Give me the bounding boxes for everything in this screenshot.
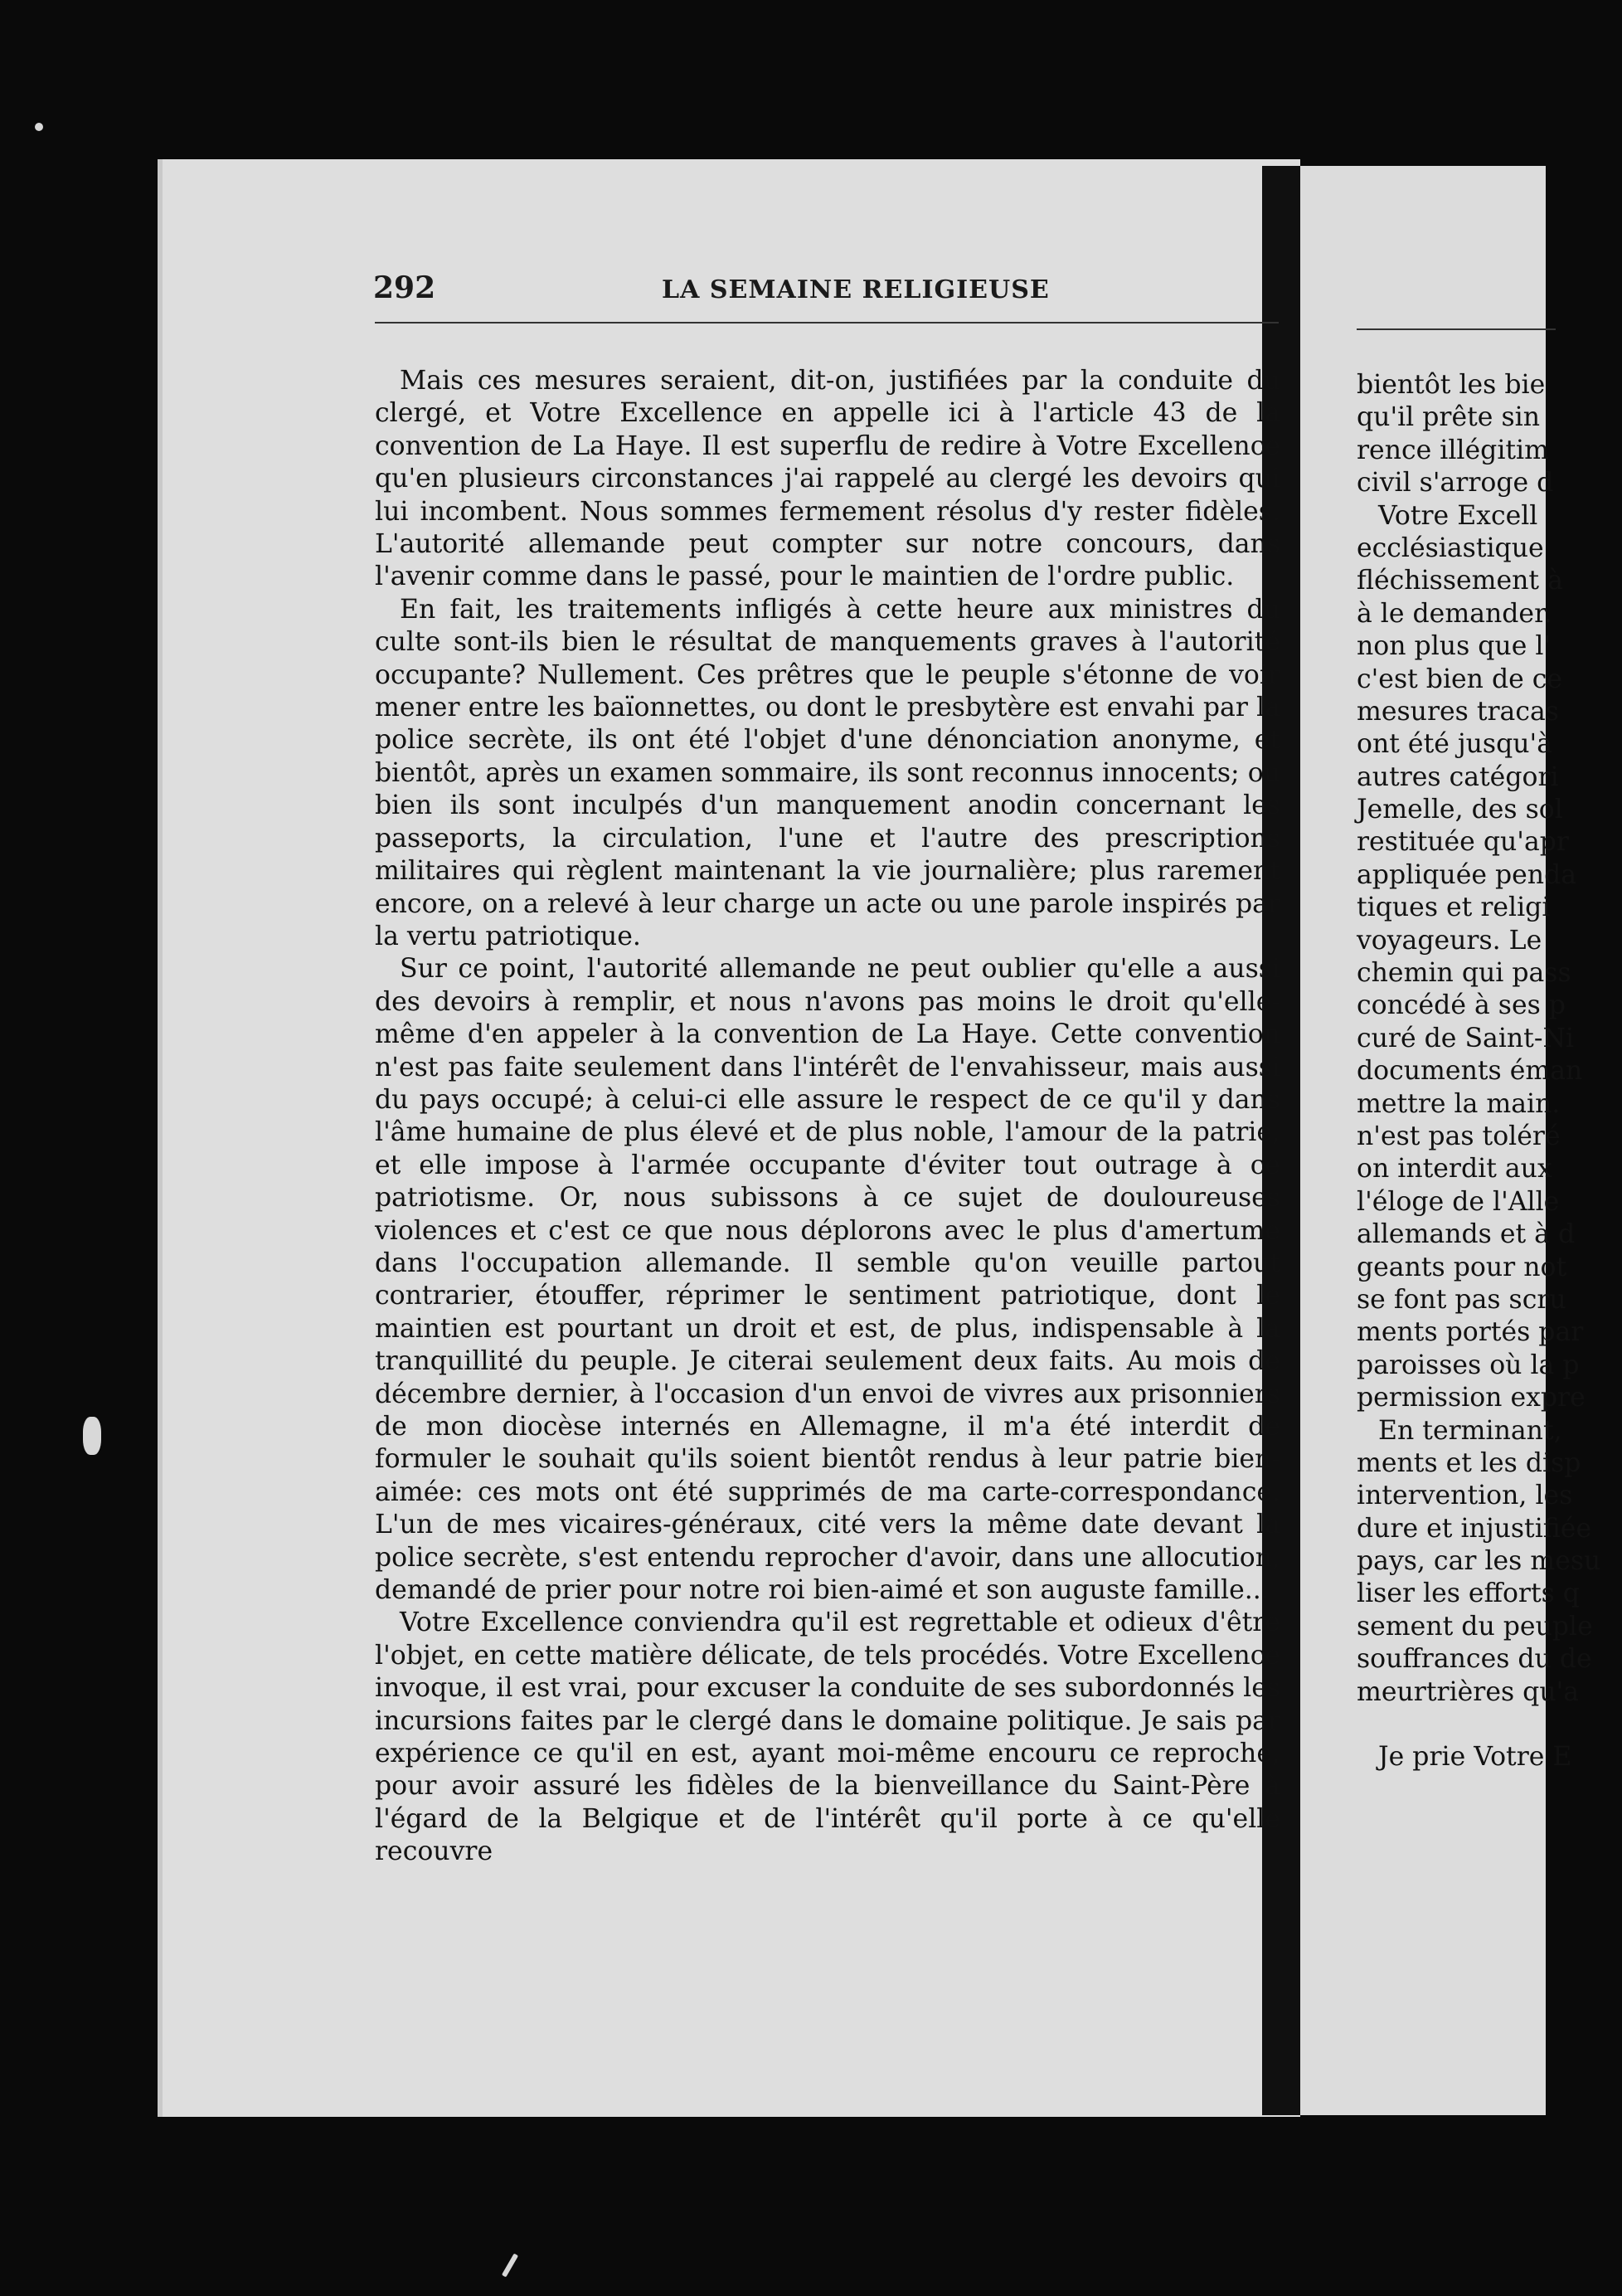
- text-line: n'est pas toléré: [1357, 1121, 1561, 1151]
- text-line: [1357, 1709, 1622, 1741]
- text-line: Jemelle, des sol: [1357, 795, 1563, 825]
- text-line: civil s'arroge d: [1357, 468, 1554, 499]
- text-line: dure et injustifiée: [1357, 1513, 1592, 1544]
- text-line: fléchissement à: [1357, 566, 1563, 596]
- text-line: tiques et religi: [1357, 893, 1551, 923]
- text-line: qu'il prête sin: [1357, 402, 1540, 433]
- text-line: pays, car les mesu: [1357, 1546, 1601, 1577]
- text-line: En terminant,: [1378, 1415, 1562, 1446]
- text-line: rence illégitim: [1357, 435, 1549, 465]
- running-title: LA SEMAINE RELIGIEUSE: [662, 275, 1050, 304]
- right-page-text: [1357, 369, 1622, 1774]
- text-line: non plus que l': [1357, 631, 1552, 662]
- text-line: paroisses où la p: [1357, 1350, 1580, 1380]
- text-line: mettre la main.: [1357, 1088, 1561, 1119]
- text-line: Votre Excell: [1378, 500, 1538, 531]
- text-line: voyageurs. Le: [1357, 925, 1542, 956]
- text-line: appliquée penda: [1357, 859, 1577, 890]
- text-line: ecclésiastique: [1357, 533, 1544, 563]
- text-line: ments portés par: [1357, 1317, 1584, 1348]
- text-line: sement du peuple: [1357, 1611, 1593, 1642]
- text-line: geants pour not: [1357, 1252, 1567, 1282]
- text-line: permission expre: [1357, 1383, 1586, 1413]
- right-page: [1300, 166, 1601, 2115]
- text-line: à le demander.: [1357, 598, 1552, 629]
- text-line: liser les efforts q: [1357, 1578, 1580, 1609]
- text-line: allemands et à d: [1357, 1219, 1576, 1250]
- text-line: intervention, les: [1357, 1481, 1573, 1511]
- text-line: mesures tracas: [1357, 696, 1559, 727]
- paragraph: Sur ce point, l'autorité allemande ne peut oublier qu'elle a aussi des devoirs à remplir, et nous n'avons pas moins le droit qu'elle-même d'en appeler à la convention de La Haye. Cette convention n'est pas faite seulement dans l'intérêt de l'envahisseur, mais aussi du pays occupé; à celui-ci elle assure le respect de ce qu'il y dans l'âme humaine de plus élevé et de plus noble, l'amour de la patrie, et elle impose à l'armée occupante d'éviter tout outrage à ce patriotisme. Or, nous subissons à ce sujet de douloureuses violences et c'est ce que nous déplorons avec le plus d'amertume dans l'occupation allemande. Il semble qu'on veuille partout contrarier, étouffer, réprimer le sentiment patriotique, dont le maintien est pourtant un droit et est, de plus, indispensable à la tranquillité du peuple. Je citerai seulement deux faits. Au mois de décembre dernier, à l'occasion d'un envoi de vivres aux prisonniers de mon diocèse internés en Allemagne, il m'a été interdit de formuler le souhait qu'ils soient bientôt rendus à leur patrie bien-aimée: ces mots ont été supprimés de ma carte-correspondance. L'un de mes vicaires-généraux, cité vers la même date devant la police secrète, s'est entendu reprocher d'avoir, dans une allocution, demandé de prier pour notre roi bien-aimé et son auguste famille...: [375, 954, 1280, 1606]
- text-line: concédé à ses p: [1357, 990, 1566, 1021]
- text-line: curé de Saint-Ni: [1357, 1023, 1575, 1053]
- text-line: ments et les disp: [1357, 1447, 1581, 1478]
- text-line: se font pas scru: [1357, 1284, 1566, 1315]
- text-line: Je prie Votre E: [1378, 1742, 1572, 1773]
- page-number: 292: [373, 270, 436, 305]
- body-text: [375, 365, 1280, 1869]
- text-line: bientôt les bie: [1357, 370, 1546, 400]
- text-line: l'éloge de l'Alle: [1357, 1186, 1560, 1217]
- text-line: on interdit aux: [1357, 1154, 1552, 1184]
- paragraph: Mais ces mesures seraient, dit-on, justifiées par la conduite du clergé, et Votre Excellence en appelle ici à l'article 43 de la convention de La Haye. Il est superflu de redire à Votre Excellence qu'en plusieurs circonstances j'ai rappelé au clergé les devoirs qui lui incombent. Nous sommes fermement résolus d'y rester fidèles. L'autorité allemande peut compter sur notre concours, dans l'avenir comme dans le passé, pour le maintien de l'ordre public.: [375, 366, 1280, 592]
- text-line: documents éman: [1357, 1056, 1583, 1087]
- text-line: chemin qui pass: [1357, 958, 1571, 989]
- text-line: restituée qu'apr: [1357, 827, 1569, 858]
- scan-speck: [502, 2254, 518, 2278]
- text-line: autres catégori: [1357, 761, 1559, 792]
- header-rule: [375, 322, 1279, 323]
- paragraph: En fait, les traitements infligés à cette heure aux ministres du culte sont-ils bien le résultat de manquements graves à l'autorité occupante? Nullement. Ces prêtres que le peuple s'étonne de voir mener entre les baïonnettes, ou dont le presbytère est envahi par la police secrète, ils ont été l'objet d'une dénonciation anonyme, et bientôt, après un examen sommaire, ils sont reconnus innocents; ou bien ils sont inculpés d'un manquement anodin concernant les passeports, la circulation, l'une et l'autre des prescriptions militaires qui règlent maintenant la vie journalière; plus rarement encore, on a relevé à leur charge un acte ou une parole inspirés par la vertu patriotique.: [375, 594, 1280, 951]
- paragraph: Votre Excellence conviendra qu'il est regrettable et odieux d'être l'objet, en cette matière délicate, de tels procédés. Votre Excellence invoque, il est vrai, pour excuser la conduite de ses subordonnés les incursions faites par le clergé dans le domaine politique. Je sais par expérience ce qu'il en est, ayant moi-même encouru ce reproche, pour avoir assuré les fidèles de la bienveillance du Saint-Père à l'égard de la Belgique et de l'intérêt qu'il porte à ce qu'elle recouvre: [375, 1608, 1280, 1867]
- scan-speck: [35, 123, 43, 131]
- text-line: ont été jusqu'à: [1357, 729, 1552, 760]
- header-rule: [1357, 328, 1556, 330]
- text-line: meurtrières qu'a: [1357, 1676, 1580, 1707]
- scan-speck: [83, 1417, 101, 1455]
- text-line: souffrances du de: [1357, 1644, 1592, 1675]
- text-line: c'est bien de ce: [1357, 664, 1563, 694]
